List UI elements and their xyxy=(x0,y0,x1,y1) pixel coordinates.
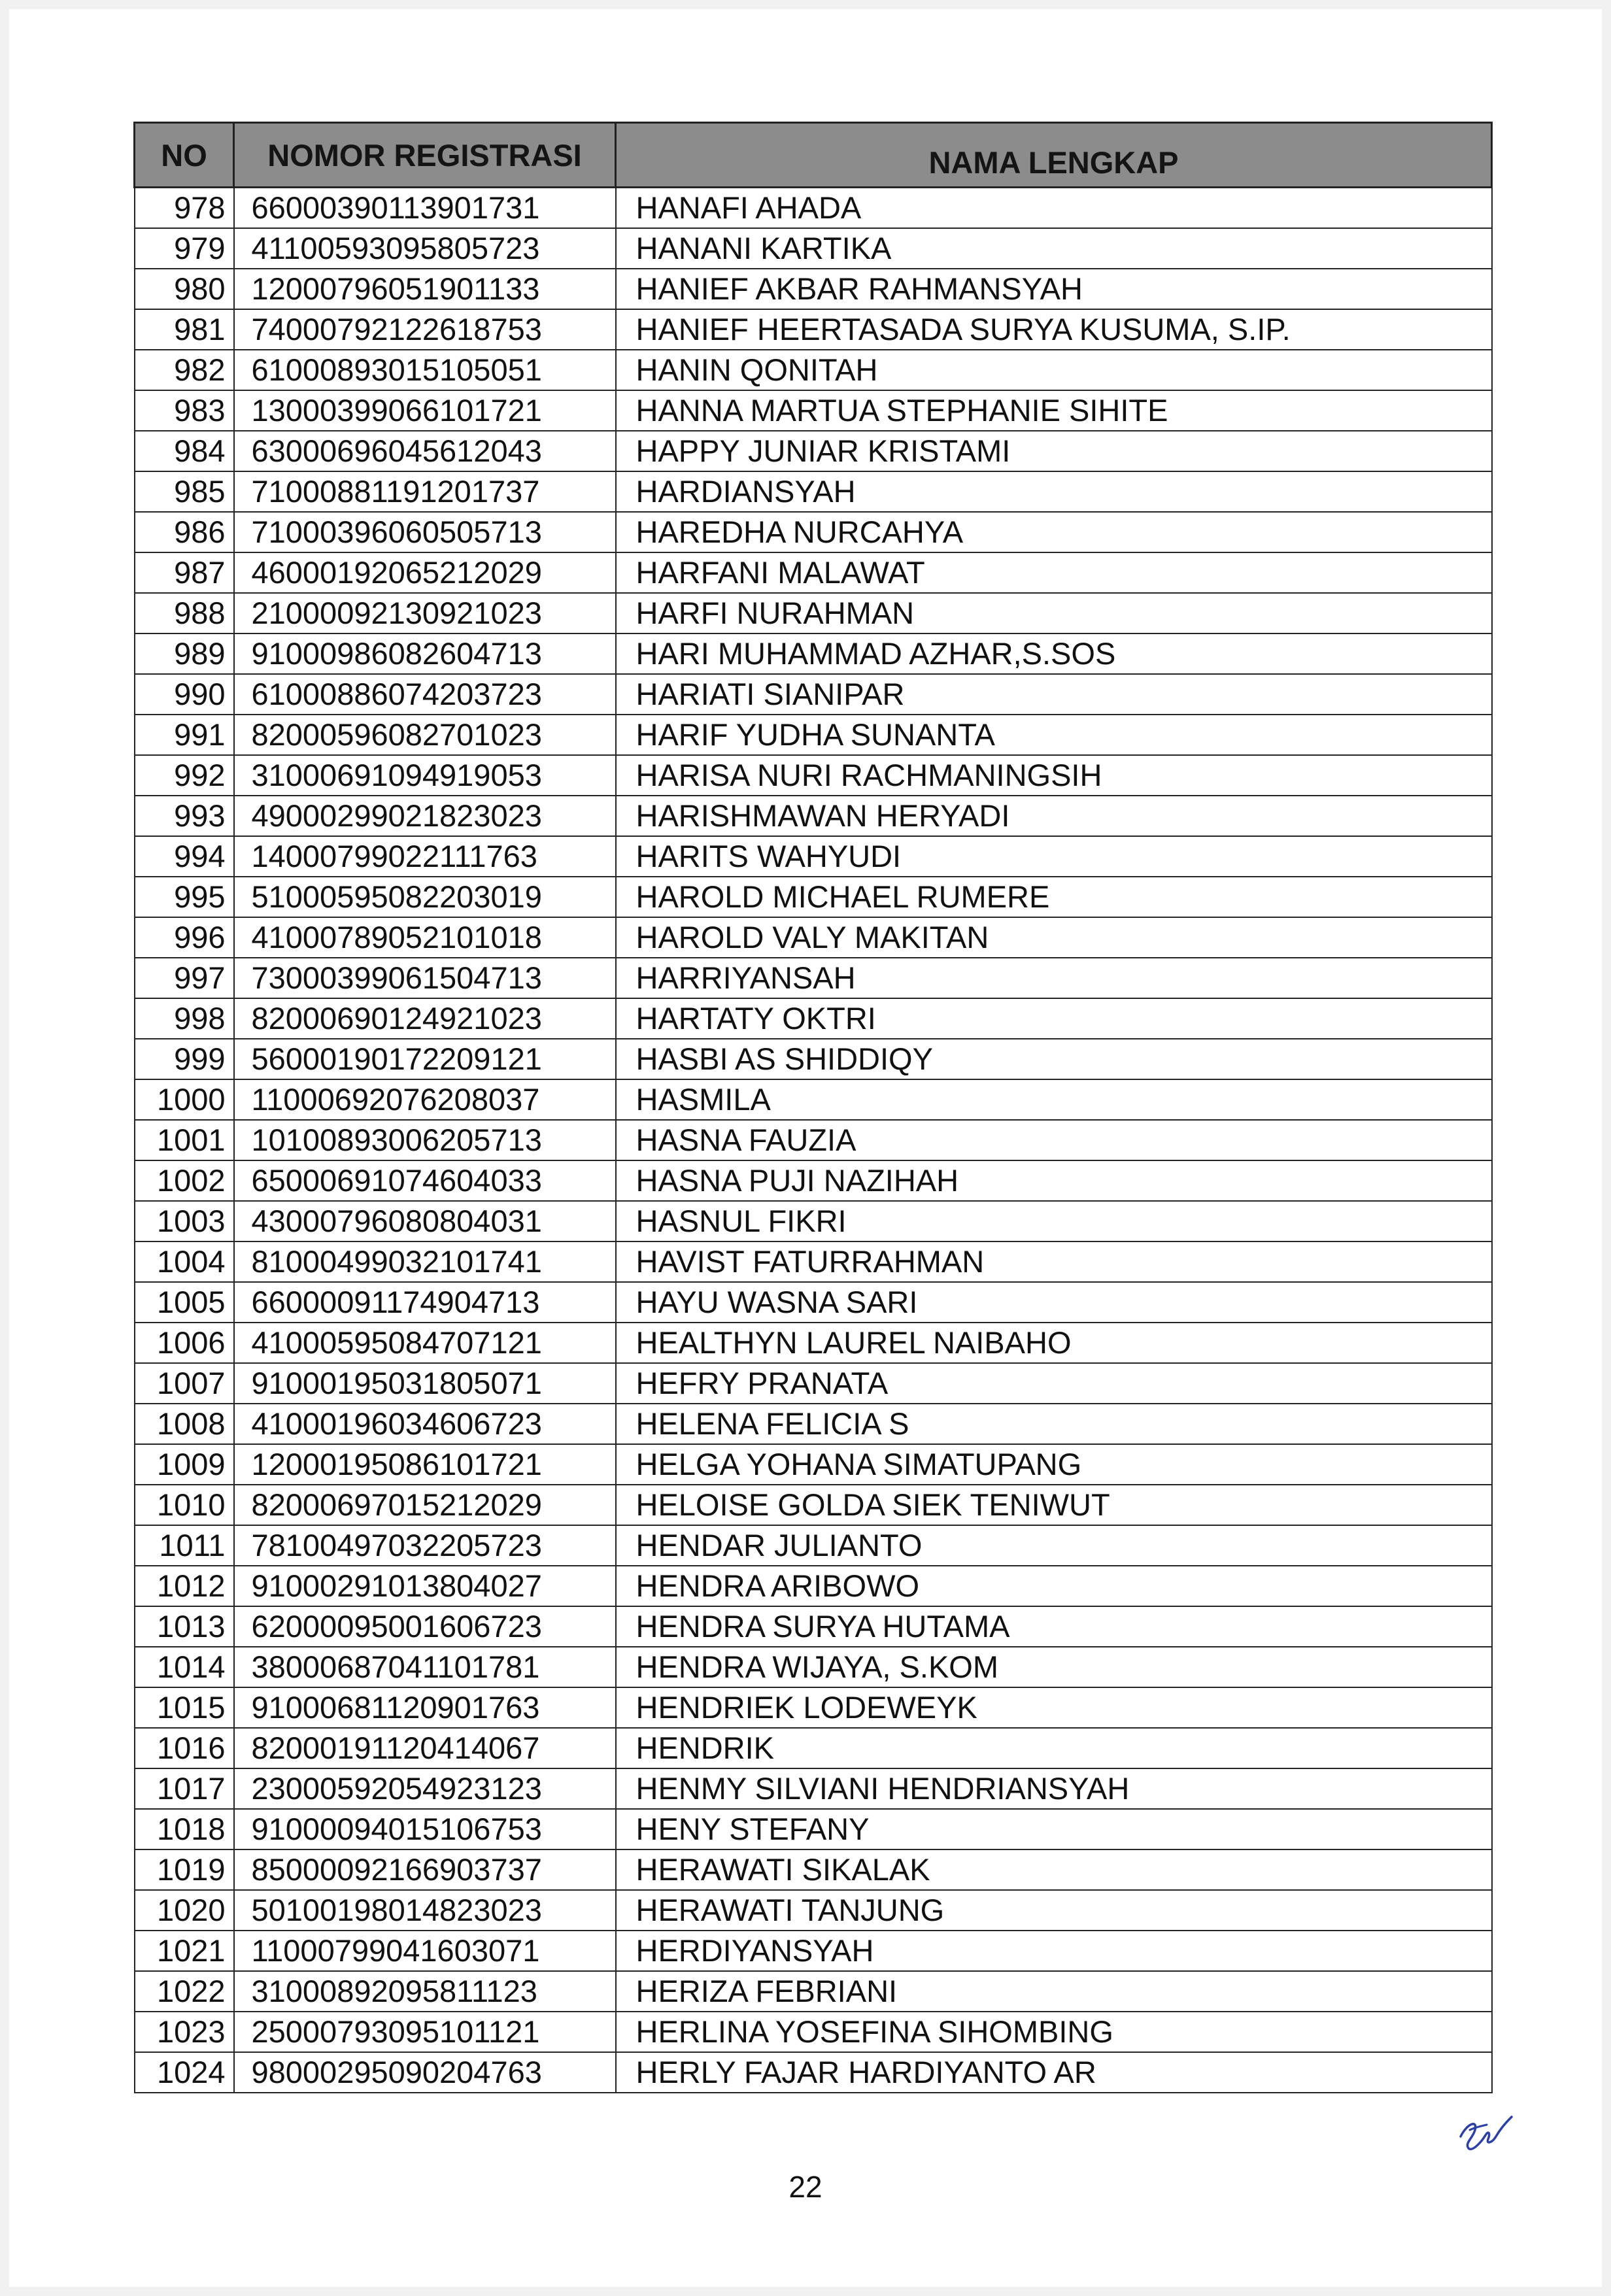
row-number-cell: 1017 xyxy=(135,1768,234,1809)
registration-number-cell: 25000793095101121 xyxy=(234,2012,616,2052)
full-name-cell: HERAWATI SIKALAK xyxy=(616,1849,1492,1890)
table-row xyxy=(135,715,1492,755)
row-number-cell: 1015 xyxy=(135,1687,234,1728)
registration-number-cell: 61000886074203723 xyxy=(234,674,616,715)
full-name-cell: HANIN QONITAH xyxy=(616,350,1492,390)
registration-number-cell: 62000095001606723 xyxy=(234,1606,616,1647)
row-number-cell: 1002 xyxy=(135,1160,234,1201)
table-row xyxy=(135,2012,1492,2052)
row-number-cell: 989 xyxy=(135,633,234,674)
page-number: 22 xyxy=(789,2170,822,2204)
registration-number-cell: 41000595084707121 xyxy=(234,1323,616,1363)
full-name-cell: HARFI NURAHMAN xyxy=(616,593,1492,633)
registration-number-cell: 31000691094919053 xyxy=(234,755,616,796)
row-number-cell: 993 xyxy=(135,796,234,836)
table-row xyxy=(135,269,1492,309)
row-number-cell: 994 xyxy=(135,836,234,877)
registration-number-cell: 41100593095805723 xyxy=(234,228,616,269)
table-row xyxy=(135,1160,1492,1201)
registration-number-cell: 11000692076208037 xyxy=(234,1079,616,1120)
table-row xyxy=(135,877,1492,917)
table-row xyxy=(135,2052,1492,2093)
registration-number-cell: 73000399061504713 xyxy=(234,958,616,998)
registration-number-cell: 41000789052101018 xyxy=(234,917,616,958)
row-number-cell: 997 xyxy=(135,958,234,998)
full-name-cell: HANAFI AHADA xyxy=(616,188,1492,229)
full-name-cell: HAVIST FATURRAHMAN xyxy=(616,1241,1492,1282)
full-name-cell: HENDAR JULIANTO xyxy=(616,1525,1492,1566)
table-row xyxy=(135,1282,1492,1323)
table-row xyxy=(135,1931,1492,1971)
registration-number-cell: 12000796051901133 xyxy=(234,269,616,309)
table-header-row xyxy=(135,123,1492,188)
registration-table xyxy=(133,122,1493,2093)
registration-number-cell: 41000196034606723 xyxy=(234,1404,616,1444)
row-number-cell: 980 xyxy=(135,269,234,309)
full-name-cell: HENDRIEK LODEWEYK xyxy=(616,1687,1492,1728)
table-row xyxy=(135,633,1492,674)
table-row xyxy=(135,998,1492,1039)
row-number-cell: 1008 xyxy=(135,1404,234,1444)
row-number-cell: 988 xyxy=(135,593,234,633)
row-number-cell: 983 xyxy=(135,390,234,431)
registration-number-cell: 81000499032101741 xyxy=(234,1241,616,1282)
full-name-cell: HELGA YOHANA SIMATUPANG xyxy=(616,1444,1492,1485)
registration-number-cell: 82000596082701023 xyxy=(234,715,616,755)
table-row xyxy=(135,1120,1492,1160)
full-name-cell: HENDRA ARIBOWO xyxy=(616,1566,1492,1606)
row-number-cell: 1001 xyxy=(135,1120,234,1160)
table-row xyxy=(135,1606,1492,1647)
row-number-cell: 998 xyxy=(135,998,234,1039)
registration-number-cell: 46000192065212029 xyxy=(234,552,616,593)
registration-number-cell: 43000796080804031 xyxy=(234,1201,616,1241)
full-name-cell: HELENA FELICIA S xyxy=(616,1404,1492,1444)
registration-number-cell: 91000195031805071 xyxy=(234,1363,616,1404)
full-name-cell: HERAWATI TANJUNG xyxy=(616,1890,1492,1931)
full-name-cell: HAREDHA NURCAHYA xyxy=(616,512,1492,552)
registration-number-cell: 49000299021823023 xyxy=(234,796,616,836)
row-number-cell: 1010 xyxy=(135,1485,234,1525)
table-row xyxy=(135,1728,1492,1768)
row-number-cell: 987 xyxy=(135,552,234,593)
table-row xyxy=(135,1444,1492,1485)
row-number-cell: 982 xyxy=(135,350,234,390)
full-name-cell: HARITS WAHYUDI xyxy=(616,836,1492,877)
registration-number-cell: 82000697015212029 xyxy=(234,1485,616,1525)
row-number-cell: 1005 xyxy=(135,1282,234,1323)
full-name-cell: HANIEF AKBAR RAHMANSYAH xyxy=(616,269,1492,309)
row-number-cell: 999 xyxy=(135,1039,234,1079)
full-name-cell: HASMILA xyxy=(616,1079,1492,1120)
table-row xyxy=(135,1890,1492,1931)
row-number-cell: 978 xyxy=(135,188,234,229)
table-row xyxy=(135,512,1492,552)
full-name-cell: HANANI KARTIKA xyxy=(616,228,1492,269)
row-number-cell: 1004 xyxy=(135,1241,234,1282)
registration-number-cell: 91000094015106753 xyxy=(234,1809,616,1849)
table-row xyxy=(135,1485,1492,1525)
full-name-cell: HASNUL FIKRI xyxy=(616,1201,1492,1241)
table-row xyxy=(135,471,1492,512)
column-header-no: NO xyxy=(135,123,234,188)
full-name-cell: HAYU WASNA SARI xyxy=(616,1282,1492,1323)
row-number-cell: 1006 xyxy=(135,1323,234,1363)
table-row xyxy=(135,1525,1492,1566)
full-name-cell: HARISHMAWAN HERYADI xyxy=(616,796,1492,836)
registration-number-cell: 82000191120414067 xyxy=(234,1728,616,1768)
full-name-cell: HENDRIK xyxy=(616,1728,1492,1768)
registration-number-cell: 98000295090204763 xyxy=(234,2052,616,2093)
full-name-cell: HERIZA FEBRIANI xyxy=(616,1971,1492,2012)
table-row xyxy=(135,1971,1492,2012)
table-row xyxy=(135,1241,1492,1282)
table-row xyxy=(135,1647,1492,1687)
row-number-cell: 1007 xyxy=(135,1363,234,1404)
full-name-cell: HERLY FAJAR HARDIYANTO AR xyxy=(616,2052,1492,2093)
registration-number-cell: 66000091174904713 xyxy=(234,1282,616,1323)
table-row xyxy=(135,1323,1492,1363)
table-row xyxy=(135,917,1492,958)
table-row xyxy=(135,1363,1492,1404)
row-number-cell: 1014 xyxy=(135,1647,234,1687)
registration-number-cell: 91000681120901763 xyxy=(234,1687,616,1728)
table-row xyxy=(135,1849,1492,1890)
full-name-cell: HEFRY PRANATA xyxy=(616,1363,1492,1404)
table-row xyxy=(135,309,1492,350)
registration-number-cell: 65000691074604033 xyxy=(234,1160,616,1201)
row-number-cell: 1021 xyxy=(135,1931,234,1971)
registration-number-cell: 23000592054923123 xyxy=(234,1768,616,1809)
row-number-cell: 1012 xyxy=(135,1566,234,1606)
registration-number-cell: 71000396060505713 xyxy=(234,512,616,552)
table-row xyxy=(135,390,1492,431)
row-number-cell: 991 xyxy=(135,715,234,755)
registration-number-cell: 21000092130921023 xyxy=(234,593,616,633)
table-row xyxy=(135,228,1492,269)
registration-number-cell: 12000195086101721 xyxy=(234,1444,616,1485)
row-number-cell: 1016 xyxy=(135,1728,234,1768)
full-name-cell: HELOISE GOLDA SIEK TENIWUT xyxy=(616,1485,1492,1525)
column-header-registration-number: NOMOR REGISTRASI xyxy=(234,123,616,188)
row-number-cell: 1022 xyxy=(135,1971,234,2012)
registration-number-cell: 10100893006205713 xyxy=(234,1120,616,1160)
registration-number-cell: 56000190172209121 xyxy=(234,1039,616,1079)
row-number-cell: 995 xyxy=(135,877,234,917)
row-number-cell: 990 xyxy=(135,674,234,715)
table-row xyxy=(135,1768,1492,1809)
registration-number-cell: 74000792122618753 xyxy=(234,309,616,350)
full-name-cell: HARIF YUDHA SUNANTA xyxy=(616,715,1492,755)
table-row xyxy=(135,796,1492,836)
registration-number-cell: 31000892095811123 xyxy=(234,1971,616,2012)
table-row xyxy=(135,1039,1492,1079)
row-number-cell: 985 xyxy=(135,471,234,512)
full-name-cell: HASNA PUJI NAZIHAH xyxy=(616,1160,1492,1201)
table-row xyxy=(135,1809,1492,1849)
table-row xyxy=(135,350,1492,390)
full-name-cell: HAROLD MICHAEL RUMERE xyxy=(616,877,1492,917)
table-row xyxy=(135,836,1492,877)
row-number-cell: 1019 xyxy=(135,1849,234,1890)
row-number-cell: 1000 xyxy=(135,1079,234,1120)
row-number-cell: 986 xyxy=(135,512,234,552)
full-name-cell: HENDRA SURYA HUTAMA xyxy=(616,1606,1492,1647)
row-number-cell: 1018 xyxy=(135,1809,234,1849)
table-row xyxy=(135,1566,1492,1606)
registration-number-cell: 91000291013804027 xyxy=(234,1566,616,1606)
registration-number-cell: 78100497032205723 xyxy=(234,1525,616,1566)
table-row xyxy=(135,188,1492,229)
full-name-cell: HEALTHYN LAUREL NAIBAHO xyxy=(616,1323,1492,1363)
table-row xyxy=(135,1404,1492,1444)
full-name-cell: HARIATI SIANIPAR xyxy=(616,674,1492,715)
handwritten-initial-signature-icon xyxy=(1455,2110,1514,2156)
table-row xyxy=(135,593,1492,633)
table-row xyxy=(135,552,1492,593)
table-row xyxy=(135,1201,1492,1241)
full-name-cell: HASBI AS SHIDDIQY xyxy=(616,1039,1492,1079)
row-number-cell: 981 xyxy=(135,309,234,350)
row-number-cell: 1011 xyxy=(135,1525,234,1566)
full-name-cell: HARDIANSYAH xyxy=(616,471,1492,512)
table-row xyxy=(135,755,1492,796)
full-name-cell: HANNA MARTUA STEPHANIE SIHITE xyxy=(616,390,1492,431)
registration-number-cell: 38000687041101781 xyxy=(234,1647,616,1687)
full-name-cell: HARI MUHAMMAD AZHAR,S.SOS xyxy=(616,633,1492,674)
row-number-cell: 996 xyxy=(135,917,234,958)
full-name-cell: HENMY SILVIANI HENDRIANSYAH xyxy=(616,1768,1492,1809)
full-name-cell: HAPPY JUNIAR KRISTAMI xyxy=(616,431,1492,471)
row-number-cell: 1009 xyxy=(135,1444,234,1485)
table-row xyxy=(135,1687,1492,1728)
registration-number-cell: 63000696045612043 xyxy=(234,431,616,471)
registration-number-cell: 11000799041603071 xyxy=(234,1931,616,1971)
row-number-cell: 979 xyxy=(135,228,234,269)
registration-number-cell: 85000092166903737 xyxy=(234,1849,616,1890)
row-number-cell: 1023 xyxy=(135,2012,234,2052)
full-name-cell: HERDIYANSYAH xyxy=(616,1931,1492,1971)
full-name-cell: HARISA NURI RACHMANINGSIH xyxy=(616,755,1492,796)
full-name-cell: HAROLD VALY MAKITAN xyxy=(616,917,1492,958)
row-number-cell: 1020 xyxy=(135,1890,234,1931)
full-name-cell: HENY STEFANY xyxy=(616,1809,1492,1849)
registration-number-cell: 14000799022111763 xyxy=(234,836,616,877)
registration-number-cell: 50100198014823023 xyxy=(234,1890,616,1931)
full-name-cell: HARFANI MALAWAT xyxy=(616,552,1492,593)
full-name-cell: HASNA FAUZIA xyxy=(616,1120,1492,1160)
full-name-cell: HANIEF HEERTASADA SURYA KUSUMA, S.IP. xyxy=(616,309,1492,350)
table-row xyxy=(135,431,1492,471)
table-row xyxy=(135,958,1492,998)
row-number-cell: 1013 xyxy=(135,1606,234,1647)
full-name-cell: HERLINA YOSEFINA SIHOMBING xyxy=(616,2012,1492,2052)
registration-number-cell: 91000986082604713 xyxy=(234,633,616,674)
row-number-cell: 1024 xyxy=(135,2052,234,2093)
full-name-cell: HARRIYANSAH xyxy=(616,958,1492,998)
registration-number-cell: 51000595082203019 xyxy=(234,877,616,917)
full-name-cell: HARTATY OKTRI xyxy=(616,998,1492,1039)
full-name-cell: HENDRA WIJAYA, S.KOM xyxy=(616,1647,1492,1687)
registration-number-cell: 66000390113901731 xyxy=(234,188,616,229)
row-number-cell: 984 xyxy=(135,431,234,471)
registration-number-cell: 13000399066101721 xyxy=(234,390,616,431)
row-number-cell: 1003 xyxy=(135,1201,234,1241)
table-row xyxy=(135,1079,1492,1120)
registration-number-cell: 82000690124921023 xyxy=(234,998,616,1039)
column-header-full-name: NAMA LENGKAP xyxy=(616,123,1492,188)
row-number-cell: 992 xyxy=(135,755,234,796)
registration-number-cell: 61000893015105051 xyxy=(234,350,616,390)
registration-number-cell: 71000881191201737 xyxy=(234,471,616,512)
table-row xyxy=(135,674,1492,715)
